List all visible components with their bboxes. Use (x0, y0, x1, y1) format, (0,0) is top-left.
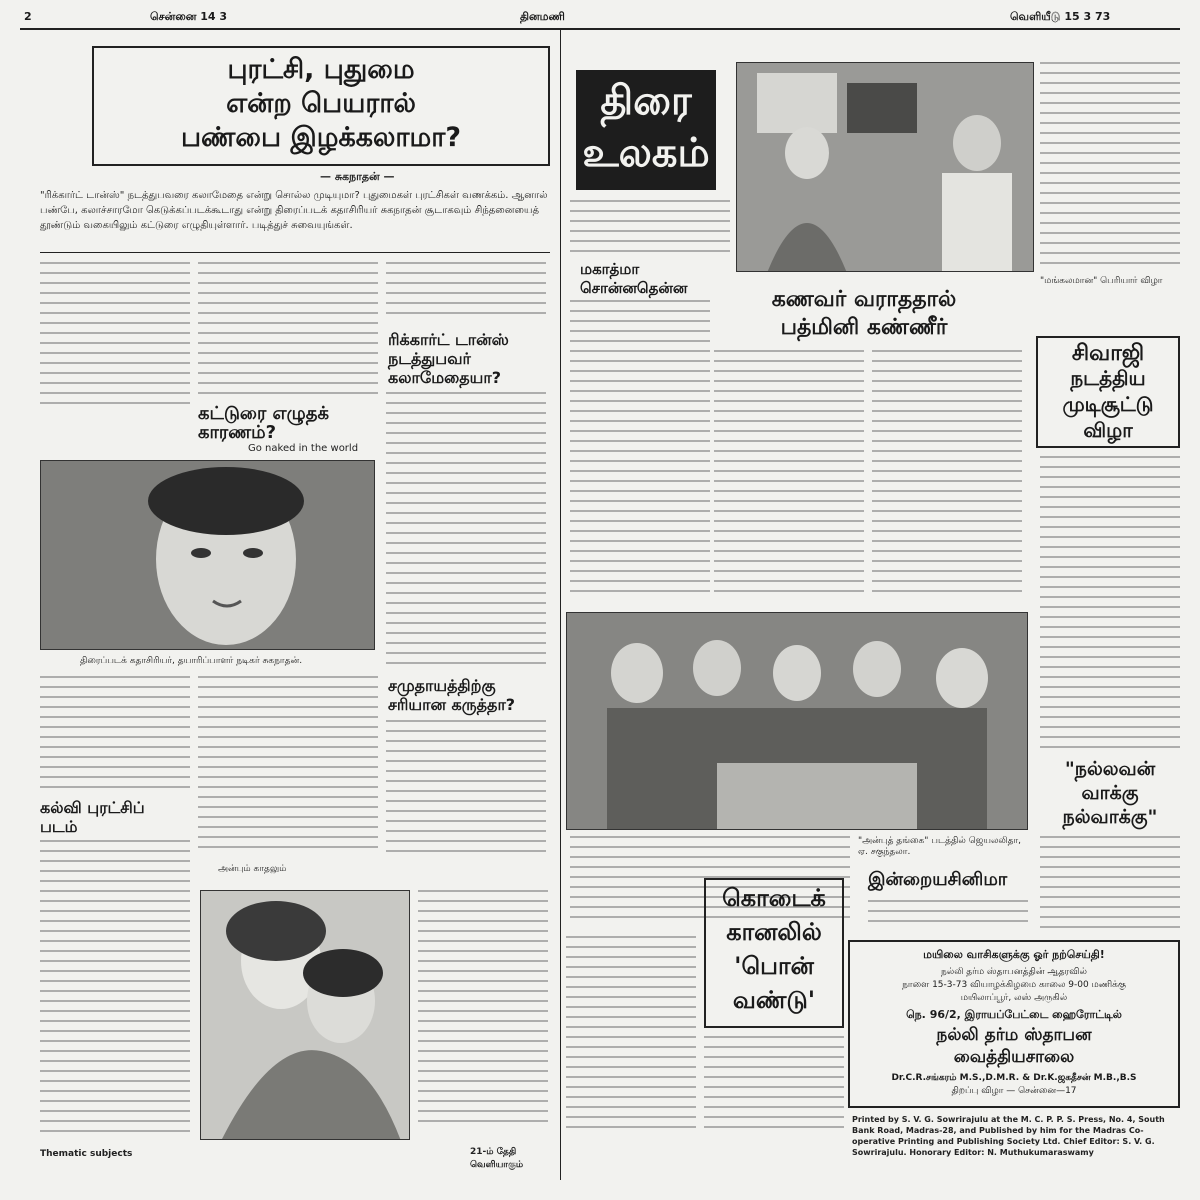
padmini-headline-line-1: கணவர் வராததால் (771, 287, 957, 312)
padmini-body-col1 (714, 350, 864, 600)
column-divider (560, 30, 561, 1180)
ad-line-5: நெ. 96/2, இராயப்பேட்டை ஹைரோட்டில் (906, 1008, 1122, 1021)
intro-rule (40, 252, 550, 253)
body-text-col3-end (418, 890, 548, 1130)
couple-image-icon (201, 891, 410, 1140)
footer-english: Thematic subjects (40, 1149, 133, 1159)
body-text-col1-mid (40, 676, 190, 792)
sivaji-body (1040, 456, 1180, 756)
sivaji-headline-box (1036, 336, 1180, 448)
event-image-icon (737, 63, 1034, 272)
main-headline-box (92, 46, 550, 166)
ad-line-4: மயிலாப்பூர், லஸ் அருகில் (960, 993, 1068, 1003)
portrait-photo (40, 460, 375, 650)
sidebar-text-top (1040, 62, 1180, 272)
body-text-col3-bottom (386, 720, 546, 860)
kodai-body-col2 (704, 1036, 844, 1140)
portrait-face-icon (41, 461, 375, 650)
sivaji-line-4: விழா (1083, 418, 1133, 442)
hospital-advertisement (848, 940, 1180, 1108)
sivaji-line-3: முடிசூட்டு (1062, 392, 1154, 416)
ad-line-2: நல்லி தர்ம ஸ்தாபனத்தின் ஆதரவில் (940, 967, 1088, 977)
padmini-body-col2 (872, 350, 1022, 600)
body-text-col1-bottom (40, 840, 190, 1140)
ad-line-9: திறப்பு விழா — சென்னை—17 (951, 1086, 1077, 1096)
kodai-line-3: 'பொன் (734, 952, 814, 980)
cinema-logo-line-1: திரை (600, 78, 692, 124)
subhead-record-dance: ரிக்கார்ட் டான்ஸ் நடத்துபவர் கலாமேதையா? (388, 330, 509, 387)
ad-line-1: மயிலை வாசிகளுக்கு ஓர் நற்செய்தி! (923, 948, 1105, 961)
group-photo (566, 612, 1028, 830)
body-text-col1-top (40, 262, 190, 412)
byline: — சுகநாதன் — (320, 170, 395, 183)
group-photo-caption: "அன்புத் தங்கை" படத்தில் ஜெயலலிதா, ஏ. சகுந்தலா. (858, 836, 1022, 857)
cinema-logo-line-2: உலகம் (582, 130, 710, 176)
kodai-line-1: கொடைக் (722, 884, 826, 912)
continued-note: 21-ம் தேதி வெளியாகும் (470, 1147, 524, 1170)
couple-photo (200, 890, 410, 1140)
page-number: 2 (24, 10, 32, 23)
couple-photo-caption: அன்பும் காதலும் (218, 864, 287, 874)
today-cinema-list (868, 900, 1028, 934)
group-image-icon (567, 613, 1028, 830)
paper-name: தினமணி (520, 10, 565, 23)
mahatma-headline: மகாத்மா சொன்னதென்ன (580, 260, 688, 297)
nallavan-line-3: நல்வாக்கு" (1062, 806, 1158, 828)
main-headline-line-3: பண்பை இழக்கலாமா? (180, 122, 462, 153)
body-text-col2-top (198, 262, 378, 402)
kodai-line-2: கானலில் (726, 918, 822, 946)
padmini-headline-line-2: பத்மினி கண்ணீர் (780, 315, 948, 340)
sivaji-line-2: நடத்திய (1070, 366, 1146, 390)
intro-paragraph: "ரிக்கார்ட் டான்ஸ்" நடத்துபவரை கலாமேதை என்று சொல்ல முடியுமா? புதுமைகள் புரட்சிகள் வணக்கம். ஆனால் பண்பே, கலாச்சாரமோ கெடுக்கப்படக்கூடாது என்று திரைப்படக் கதாசிரியர் சுகநாதன் சூடாகவும் சிந்தனையைத் தூண்டும் வகையிலும் கட்டுரை எழுதியுள்ளார். படித்துச் சுவையுங்கள். (40, 190, 548, 231)
mahatma-body (570, 300, 710, 608)
cinema-section-logo (576, 70, 716, 190)
kodai-headline-box (704, 878, 844, 1028)
top-photo-caption: "மங்கலமான" பெரியார் விழா (1040, 276, 1163, 286)
cinema-text-intro (570, 200, 730, 260)
kodai-line-4: வண்டு' (732, 986, 816, 1014)
ad-line-8: Dr.C.R.சங்கரம் M.S.,D.M.R. & Dr.K.ஜகதீசன் M.B.,B.S (891, 1073, 1137, 1083)
nallavan-body (1040, 836, 1180, 936)
left-date: சென்னை 14 3 (150, 10, 228, 23)
body-text-col2-mid (198, 676, 378, 856)
portrait-caption: திரைப்படக் கதாசிரியர், தயாரிப்பாளர் நடிகர் சுகநாதன். (80, 656, 303, 666)
subhead-society: சமுதாயத்திற்கு சரியான கருத்தா? (388, 676, 516, 714)
right-date: வெளியீடு 15 3 73 (1010, 10, 1111, 23)
sivaji-line-1: சிவாஜி (1071, 341, 1145, 366)
nallavan-line-2: வாக்கு (1081, 782, 1139, 804)
event-photo-top (736, 62, 1034, 272)
body-text-col3-top (386, 262, 546, 326)
english-quote: Go naked in the world (248, 443, 359, 454)
subhead-reason: கட்டுரை எழுதக் காரணம்? (198, 403, 330, 443)
today-cinema-headline: இன்றையசினிமா (868, 869, 1008, 890)
ad-line-7: வைத்தியசாலை (953, 1047, 1075, 1067)
kodai-body-col1 (566, 936, 696, 1136)
header-rule (20, 28, 1180, 30)
ad-line-6: நல்லி தர்ம ஸ்தாபன (936, 1025, 1092, 1045)
printer-imprint: Printed by S. V. G. Sowrirajulu at the M. C. P. P. S. Press, No. 4, South Bank Road, Madras-28, and Published by him for the Madras Co-operative Printing and Publishing Society Ltd. Chief Editor: S. V. G. Sowrirajulu. Honorary Editor: N. Muthukumaraswamy (852, 1115, 1165, 1157)
subhead-education: கல்வி புரட்சிப் படம் (40, 798, 145, 836)
main-headline-line-1: புரட்சி, புதுமை (227, 54, 415, 85)
nallavan-line-1: "நல்லவன் (1064, 758, 1156, 780)
ad-line-3: நாளை 15-3-73 வியாழக்கிழமை காலை 9-00 மணிக்கு (902, 980, 1126, 990)
main-headline-line-2: என்ற பெயரால் (226, 88, 416, 119)
body-text-col3-mid (386, 392, 546, 670)
